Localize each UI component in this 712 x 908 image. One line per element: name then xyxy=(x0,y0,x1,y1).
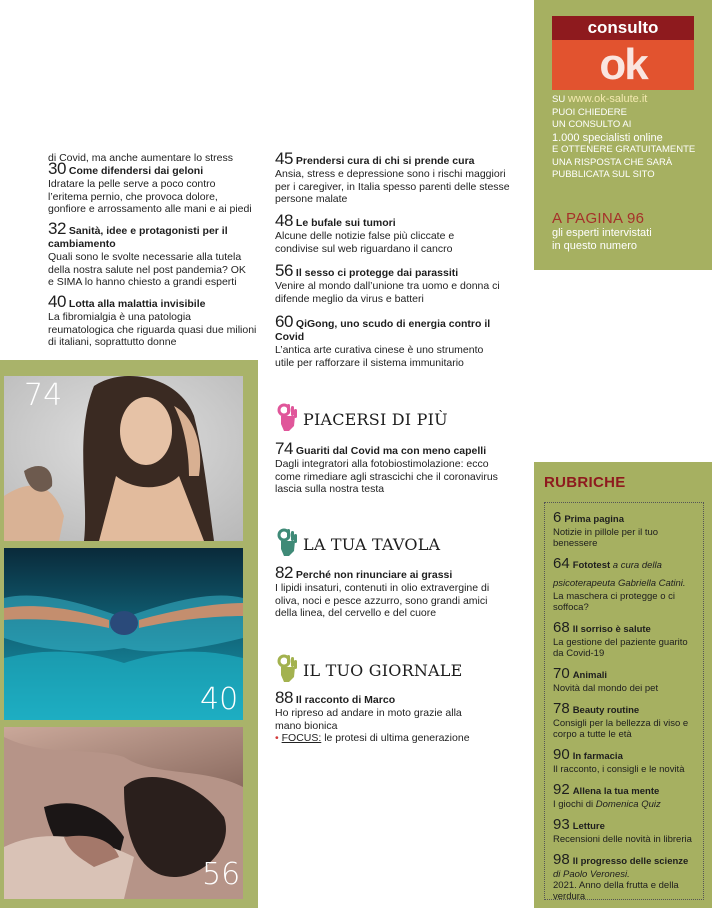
ok-hand-icon xyxy=(275,527,299,562)
article-56[interactable]: 56 Il sesso ci protegge dai parassiti Venire al mondo dall’unione tra uomo e donna ci difende meglio da virus e batteri xyxy=(275,261,500,305)
consulto-box[interactable] xyxy=(534,0,712,270)
photo-woman-hair[interactable] xyxy=(4,376,243,541)
rubrica-item[interactable]: 90 In farmacia Il racconto, i consigli e le novità xyxy=(553,746,685,775)
section-header-giornale xyxy=(275,653,463,688)
article-45[interactable]: 45 Prendersi cura di chi si prende cura Ansia, stress e depressione sono i rischi maggiori per i caregiver, in Italia spesso parenti delle stesse persone malate xyxy=(275,149,510,205)
ok-logo: ok xyxy=(552,40,694,90)
photo-couple[interactable] xyxy=(4,727,243,899)
photo-column xyxy=(0,360,258,908)
section-label: PIACERSI DI PIÙ xyxy=(303,410,448,429)
rubrica-item[interactable]: 6 Prima pagina Notizie in pillole per il tuo benessere xyxy=(553,509,659,549)
rubrica-item[interactable]: 92 Allena la tua mente I giochi di Domenica Quiz xyxy=(553,781,661,810)
section-label: LA TUA TAVOLA xyxy=(303,535,441,554)
article-30[interactable]: 30 Come difendersi dai geloni Idratare la pelle serve a poco contro l’eritema pernio, che provoca dolore, gonfiore e arrossamento alle mani e ai piedi xyxy=(48,159,252,215)
rubrica-item[interactable]: 98 Il progresso delle scienze di Paolo Veronesi. 2021. Anno della frutta e della verdura xyxy=(553,851,689,902)
consulto-banner: consulto xyxy=(552,16,694,40)
rubrica-item[interactable]: 70 Animali Novità dal mondo dei pet xyxy=(553,665,659,694)
page-reference[interactable]: A PAGINA 96 gli esperti intervistati in questo numero xyxy=(552,210,652,252)
ok-hand-icon xyxy=(275,402,299,437)
article-88[interactable]: 88 Il racconto di Marco Ho ripreso ad andare in moto grazie alla mano bionica • FOCUS: le protesi di ultima generazione xyxy=(275,691,485,745)
section-header-piacersi xyxy=(275,402,448,437)
photo-swimmer[interactable] xyxy=(4,548,243,720)
focus-line[interactable]: • FOCUS: le protesi di ultima generazione xyxy=(275,732,470,744)
photo-page-number: 56 xyxy=(202,857,241,892)
section-label: IL TUO GIORNALE xyxy=(303,661,463,680)
rubriche-box xyxy=(534,462,712,908)
photo-page-number: 74 xyxy=(24,378,63,413)
ok-hand-icon xyxy=(275,653,299,688)
rubrica-item[interactable]: 93 Letture Recensioni delle novità in libreria xyxy=(553,816,692,845)
section-header-tavola xyxy=(275,527,440,562)
article-60[interactable]: 60 QiGong, uno scudo di energia contro il Covid L’antica arte curativa cinese è uno strumento utile per rafforzare il sistema immunitario xyxy=(275,312,491,369)
article-32[interactable]: 32 Sanità, idee e protagonisti per il cambiamento Quali sono le svolte necessarie alla tutela della nostra salute nel post pandemia? OK e SIMA lo hanno chiesto a grandi esperti xyxy=(48,219,246,288)
rubrica-item[interactable]: 78 Beauty routine Consigli per la bellezza di viso e corpo a tutte le età xyxy=(553,700,689,740)
rubrica-item[interactable]: 64 Fototest a cura della psicoterapeuta Gabriella Catini. La maschera ci protegge o ci soffoca? xyxy=(553,555,686,613)
rubriche-title: RUBRICHE xyxy=(544,474,626,491)
photo-page-number: 40 xyxy=(200,682,239,717)
article-74[interactable]: 74 Guariti dal Covid ma con meno capelli Dagli integratori alla fotobiostimolazione: ecco come rimediare agli strascichi che il coronavirus lascia sulla nostra testa xyxy=(275,439,498,495)
consulto-text: SU www.ok-salute.it PUOI CHIEDERE UN CONSULTO AI 1.000 specialisti online E OTTENERE GRATUITAMENTE UNA RISPOSTA CHE SARÀ PUBBLICATA SUL SITO xyxy=(552,93,696,180)
rubriche-list xyxy=(544,502,704,900)
continuation-text: di Covid, ma anche aumentare lo stress xyxy=(48,152,234,164)
rubrica-item[interactable]: 68 Il sorriso è salute La gestione del paziente guarito da Covid-19 xyxy=(553,619,688,659)
article-82[interactable]: 82 Perché non rinunciare ai grassi I lipidi insaturi, contenuti in olio extravergine di oliva, noci e pesce azzurro, sono grandi amici della linea, del cervello e del cuore xyxy=(275,563,490,619)
article-40[interactable]: 40 Lotta alla malattia invisibile La fibromialgia è una patologia reumatologica che riguarda quasi due milioni di italiani, soprattutto donne xyxy=(48,292,257,348)
article-48[interactable]: 48 Le bufale sui tumori Alcune delle notizie false più cliccate e condivise sul web riguardano il cancro xyxy=(275,211,455,255)
consulto-link[interactable]: www.ok-salute.it xyxy=(567,93,648,105)
